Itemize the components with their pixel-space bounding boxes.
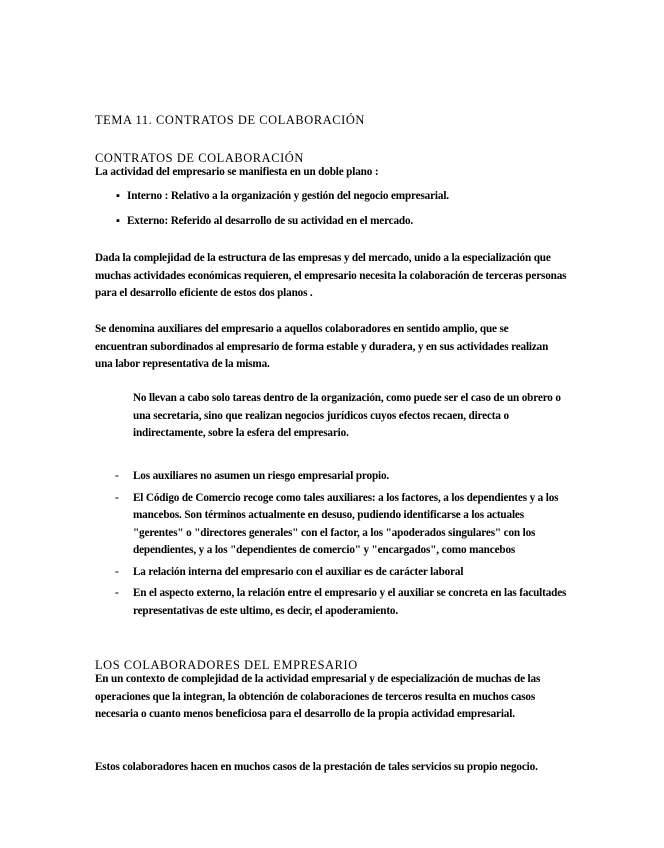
list-item: [116, 188, 606, 206]
dash-bullet-icon: -: [115, 491, 119, 504]
square-bullet-icon: ▪: [116, 214, 120, 227]
auxiliaries-dash-list: [115, 468, 577, 624]
dash-bullet-icon: -: [115, 587, 119, 599]
list-item: [115, 585, 577, 620]
bullet-text: Interno : Relativo a la organización y gestión del negocio empresarial.: [127, 190, 449, 202]
list-item: [115, 564, 577, 582]
list-item: [116, 213, 606, 231]
list-item: [115, 490, 577, 560]
dash-item-text: En el aspecto externo, la relación entre el empresario y el auxiliar se concreta en las facultades representativas de este ultimo, es decir, el apoderamiento.: [133, 587, 567, 617]
document-title: TEMA 11. CONTRATOS DE COLABORACIÓN: [95, 113, 365, 127]
quote-paragraph: No llevan a cabo solo tareas dentro de la organización, como puede ser el caso de un obrero o una secretaria, sino que realizan negocios jurídicos cuyos efectos recaen, directa o indirectamente, sobre la esfera del empresario.: [133, 392, 561, 439]
plane-bullet-list: [116, 188, 606, 237]
paragraph-auxiliaries: Se denomina auxiliares del empresario a aquellos colaboradores en sentido amplio, que se encuentran subordinados al empresario de forma estable y duradera, y en sus actividades realizan una labor representativa de la misma.: [95, 323, 549, 370]
list-item: [115, 468, 577, 486]
dash-item-text: La relación interna del empresario con el auxiliar es de carácter laboral: [133, 565, 464, 578]
dash-bullet-icon: -: [115, 565, 119, 578]
section-heading-contratos: CONTRATOS DE COLABORACIÓN: [95, 151, 304, 165]
intro-line: La actividad del empresario se manifiesta en un doble plano :: [95, 166, 379, 178]
paragraph-complexity: Dada la complejidad de la estructura de las empresas y del mercado, unido a la especialización que muchas actividades económicas requieren, el empresario necesita la colaboración de terceras personas para el desarrollo eficiente de estos dos planos .: [95, 252, 567, 299]
section-heading-colaboradores: LOS COLABORADORES DEL EMPRESARIO: [95, 658, 358, 672]
bullet-text: Externo: Referido al desarrollo de su actividad en el mercado.: [127, 214, 414, 227]
paragraph-context: En un contexto de complejidad de la actividad empresarial y de especialización de muchas de las operaciones que la integran, la obtención de colaboraciones de terceros resulta en muchos casos necesaria o cuanto menos beneficiosa para el desarrollo de la propia actividad empresarial.: [95, 673, 541, 720]
dash-item-text: Los auxiliares no asumen un riesgo empresarial propio.: [133, 470, 390, 482]
square-bullet-icon: ▪: [116, 190, 120, 202]
dash-item-text: El Código de Comercio recoge como tales auxiliares: a los factores, a los dependientes y a los mancebos. Son términos actualmente en desuso, pudiendo identificarse a los actuales "gerentes" o "directores generales" con el factor, a los "apoderados singulares" con los dependientes, y a los "dependientes de comercio" y "encargados", como mancebos: [133, 491, 559, 556]
dash-bullet-icon: -: [115, 470, 119, 482]
paragraph-collaborators: Estos colaboradores hacen en muchos casos de la prestación de tales servicios su propio negocio.: [95, 761, 538, 773]
